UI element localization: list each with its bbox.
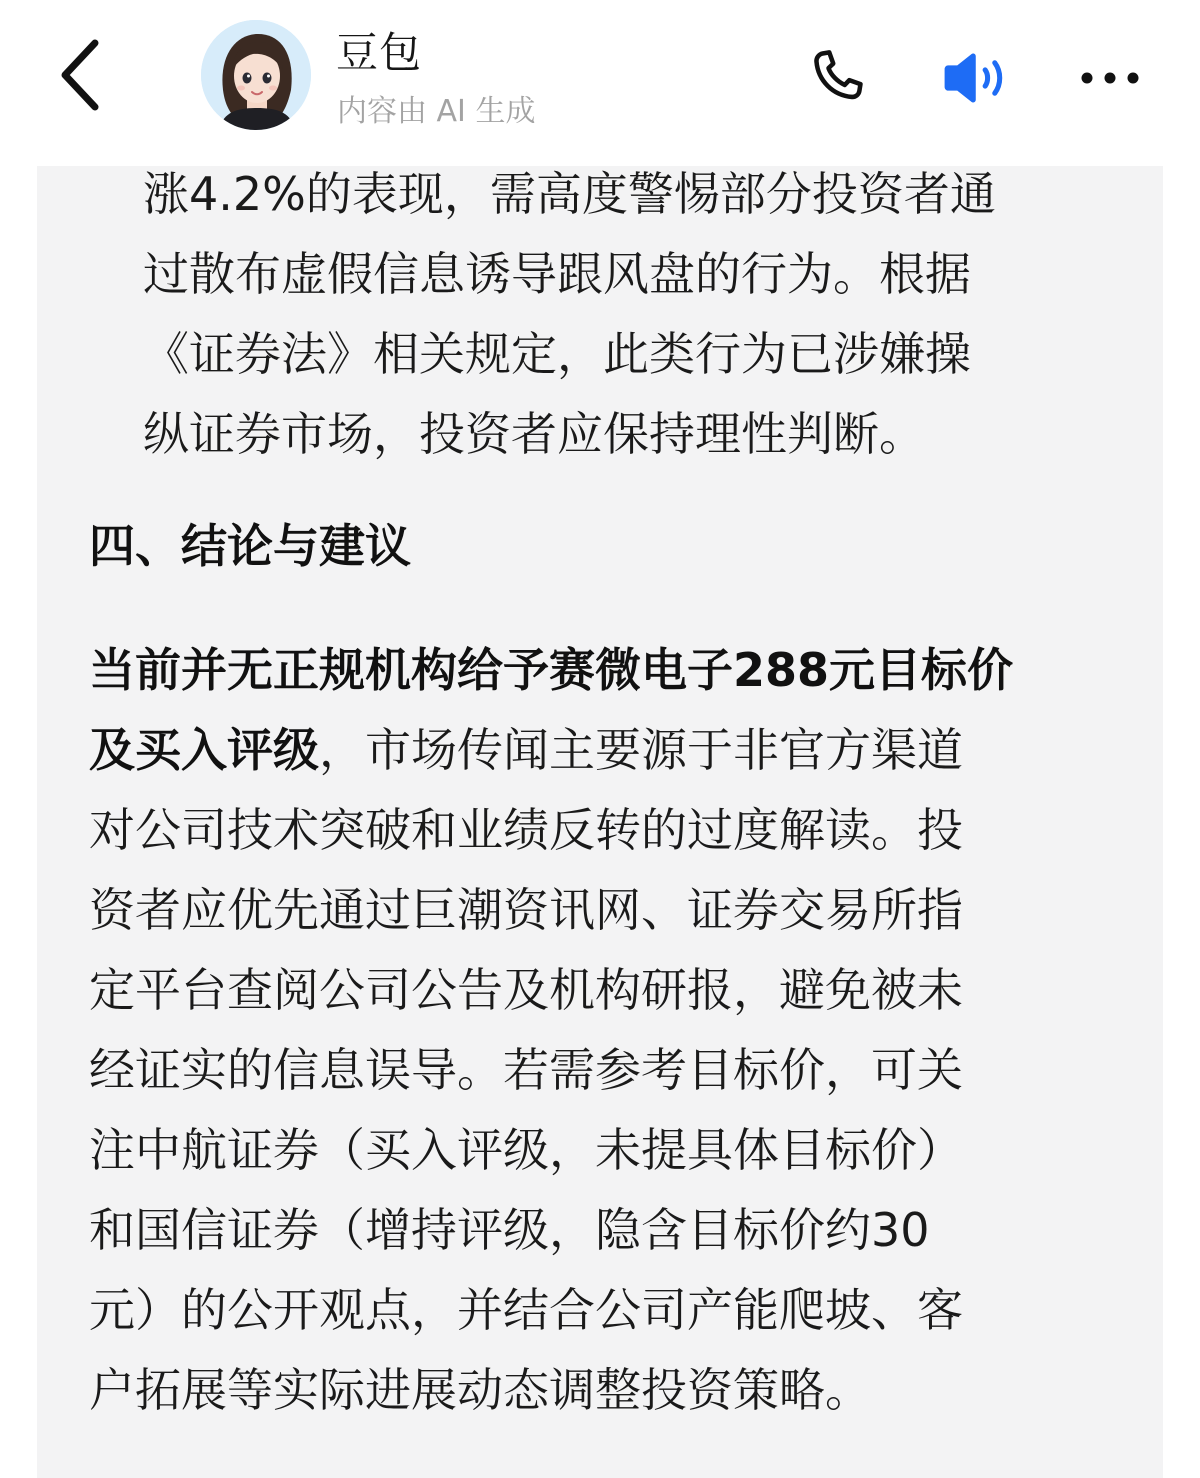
text-line: 纵证券市场，投资者应保持理性判断。 (143, 407, 925, 461)
call-button[interactable] (795, 36, 879, 120)
conclusion-paragraph (89, 630, 1149, 1430)
text-line: 经证实的信息误导。若需参考目标价，可关 (89, 1043, 963, 1097)
avatar[interactable] (201, 20, 311, 130)
text-line: 《证券法》相关规定，此类行为已涉嫌操 (143, 327, 971, 381)
contact-name: 豆包 (336, 28, 423, 77)
text-line: 定平台查阅公司公告及机构研报，避免被未 (89, 963, 963, 1017)
speaker-icon (937, 46, 1013, 110)
chat-header (0, 0, 1200, 166)
text-line: 资者应优先通过巨潮资讯网、证券交易所指 (89, 883, 963, 937)
phone-icon (805, 46, 869, 110)
chevron-left-icon (55, 35, 105, 115)
text-line: 涨4.2%的表现，需高度警惕部分投资者通 (143, 167, 996, 221)
back-button[interactable] (40, 30, 120, 120)
text-line: 对公司技术突破和业绩反转的过度解读。投 (89, 803, 963, 857)
text-span: ，市场传闻主要源于非官方渠道 (319, 723, 963, 777)
ai-generated-notice: 内容由 AI 生成 (337, 94, 536, 129)
more-icon (1077, 68, 1143, 88)
bold-text: 当前并无正规机构给予赛微电子288元目标价 (89, 643, 1014, 697)
text-line: 注中航证券（买入评级，未提具体目标价） (89, 1123, 963, 1177)
avatar-image (201, 20, 311, 130)
text-line (89, 710, 1149, 790)
more-options-button[interactable] (1070, 36, 1150, 120)
text-line: 户拓展等实际进展动态调整投资策略。 (89, 1363, 871, 1417)
speaker-button[interactable] (930, 36, 1020, 120)
text-line (89, 630, 1149, 710)
text-line: 过散布虚假信息诱导跟风盘的行为。根据 (143, 247, 971, 301)
ai-message-bubble (37, 166, 1163, 1478)
section-heading: 四、结论与建议 (89, 519, 411, 573)
risk-warning-paragraph (143, 154, 1103, 474)
bold-text: 及买入评级 (89, 723, 319, 777)
text-line: 和国信证券（增持评级，隐含目标价约30 (89, 1203, 930, 1257)
text-line: 元）的公开观点，并结合公司产能爬坡、客 (89, 1283, 963, 1337)
